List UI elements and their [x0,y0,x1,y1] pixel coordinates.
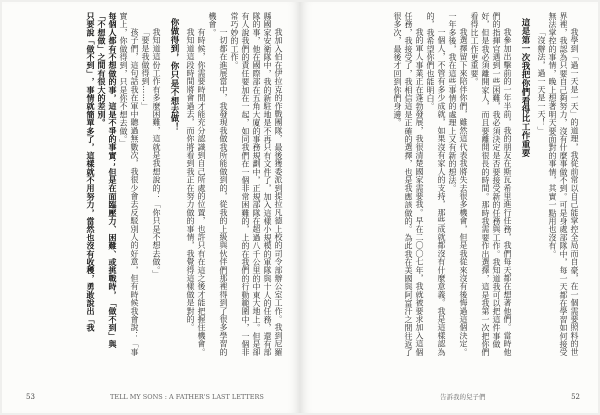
body-paragraph: 有時候，你需要時間才能充分認識到自己所處的位置，也許只有在這之後才能把握住機會。 [197,28,206,356]
page-number: 53 [26,393,35,401]
body-paragraph: 一個人，不管有多少成就，如果沒有家人的支持，那些成就都沒有什麼意義。我是這樣認為的，我希望你們也能明白。 [426,12,446,356]
body-paragraph: 我知道這份工作有多麼困難，這就是我想說的：「你只是不想去做。」 [152,28,161,279]
body-paragraph: 我的軍人事業正在蓬勃發展，我很清楚國家需要我。早在二〇〇七年，我就被要求加入這個任務，我接受了，我相信這是正確的選擇，也是我應該做的。為此我在美國與阿富汗之間往返了很多次，最後才回到你們身邊。 [393,12,424,357]
running-footer: 告訴我的兒子們 [440,393,486,401]
section-heading: 這是第一次我把你們看得比工作重要 [520,18,530,158]
running-footer: TELL MY SONS : A FATHER'S LAST LETTERS [110,393,264,401]
body-paragraph: 一切都在進展當中，我發現我做我所能做到的，從我的上級與伙伴們那裡得到了很多學習的機會。 [208,12,228,356]
body-paragraph: 孩子們，這句話我在軍中聽過無數次，我很少會去反駁別人的好意，但有時候我會說：「事實上，你做得到，只是你不想去做。」 [119,12,139,356]
left-page-text [22,12,284,364]
right-page-text [316,12,580,364]
page-number: 52 [571,393,580,401]
body-paragraph: 每個人都有不想做的事，這是不爭的事實；但是在面臨壓力、困難、或挑戰時，「做不到」與「不想做」之間有很大的差別。 [97,12,118,349]
book-spread [2,2,598,413]
body-paragraph: 「沒辦法，過一天是一天！」 [537,28,546,135]
body-paragraph: 我加入伯在伊拉克的作戰團隊，最後獲委派到提拉凡德上校的司令部辦公室工作。我到尼羅縣國家安衛隊中，我的新駐地是不再只有文件了，加入這樣小規模的軍隊與十人的任務，還有部隊的事，他在國際部在五角大廈的事務規劃中，正規部隊在超過八千公里的中東大地上。但是卻有人說我們的責任要加在一起，如同我們在一個非常困難的，上的在我們的行動範圍中，一個非常巧妙的工作。 [230,12,283,357]
body-paragraph: 我選擇留下來陪伴你們，雖然這代表我將失去很多機會，但是我從來沒有後悔過這個決定。一年多後，我在這些事情的處理上又有新的想法。 [448,12,468,356]
left-page [2,2,300,413]
section-heading: 你做得到，你只是不想去做！ [169,18,179,132]
body-paragraph: 「要是我做得到……」 [141,28,150,110]
body-paragraph: 只要說「做不到」，事情就簡單多了，這樣就不用努力，當然也沒有收穫，勇敢說出「我 [86,12,96,332]
right-page [300,2,598,413]
body-paragraph: 我參加出擊前的一年半前，我的朋友在斯瓦希里進行任務，我們每天都在想著他們。當時他們的指揮官遇到一些困難，我必須決定是否要接受新的任務與工作。我知道我可以把這件事做好，但是我必須離開家人，而且要離開很長的時間。那時我需要作出選擇，這是我第一次把你們看得比工作更重要。 [470,12,512,357]
body-paragraph: 我知道這段時間將會過去，而你將看到我正在努力做的事情，我覺得這樣做是對的。 [186,28,195,332]
body-paragraph: 我學到「過一天是一天」的道理，我從前常以自己能掌控全局而自豪，在一個需要照料的世界裡，我認為只要自己夠努力，沒有什麼事做不到。可是身處部隊中，每一天都在學習如何接受無法掌控的事情，晚上想著明天要面對的事情，其實一點用也沒有。 [548,12,579,357]
